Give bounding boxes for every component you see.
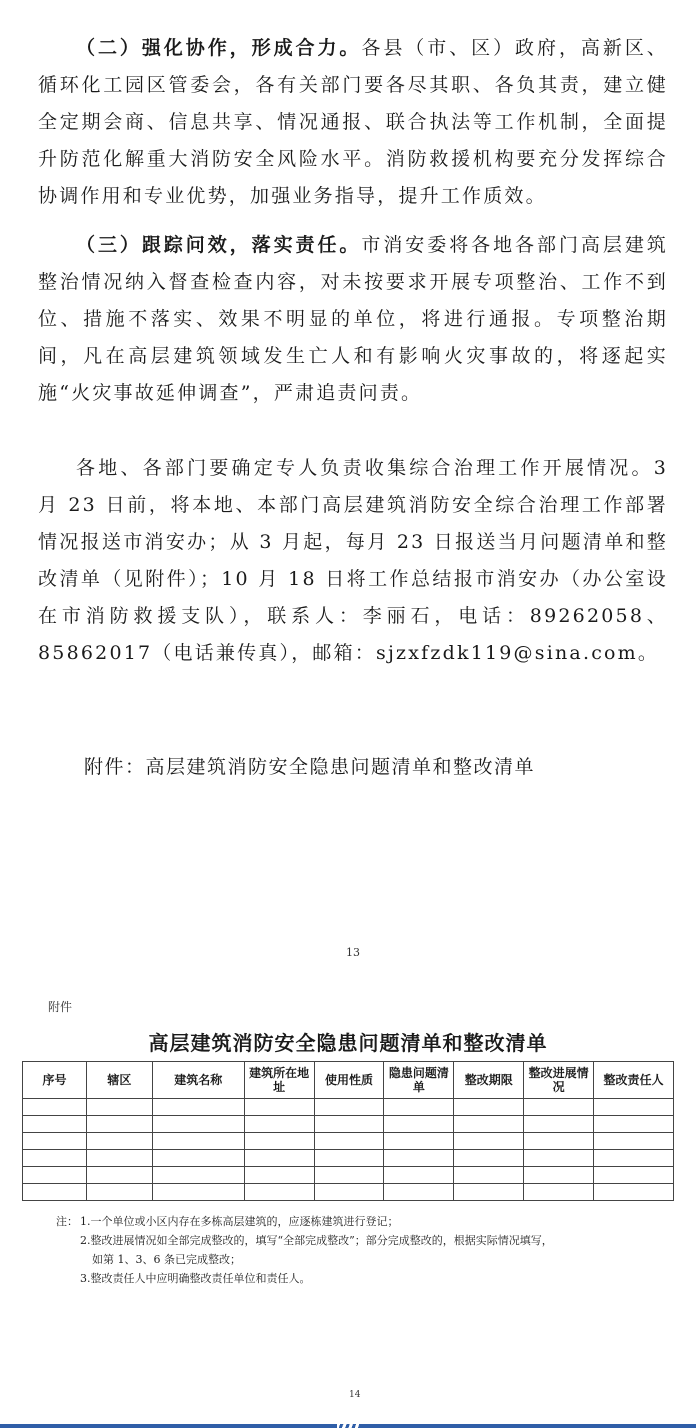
col-header-district: 辖区 — [86, 1062, 152, 1099]
paragraph-body: 市消安委将各地各部门高层建筑整治情况纳入督查检查内容，对未按要求开展专项整治、工作不到位、措施不落实、效果不明显的单位，将进行通报。专项整治期间，凡在高层建筑领域发生亡人和有影响火灾事故的，将逐起实施“火灾事故延伸调查”，严肃追责问责。 — [38, 234, 668, 404]
table-row — [23, 1167, 674, 1184]
notes-label: 注： — [56, 1215, 78, 1228]
table-row — [23, 1150, 674, 1167]
table-row — [23, 1133, 674, 1150]
paragraph-heading: （三）跟踪问效，落实责任。 — [76, 234, 362, 256]
note-item: 2.整改进展情况如全部完成整改的，填写“全部完成整改”；部分完成整改的，根据实际情况填写， — [80, 1234, 553, 1247]
note-item: 如第 1、3、6 条已完成整改； — [92, 1253, 241, 1266]
col-header-building-name: 建筑名称 — [152, 1062, 244, 1099]
col-header-responsible: 整改责任人 — [594, 1062, 674, 1099]
paragraph-body: 各县（市、区）政府，高新区、循环化工园区管委会，各有关部门要各尽其职、各负其责，建立健全定期会商、信息共享、情况通报、联合执法等工作机制，全面提升防范化解重大消防安全风险水平。消防救援机构要充分发挥综合协调作用和专业优势，加强业务指导，提升工作质效。 — [38, 37, 668, 207]
table-header-row — [23, 1062, 674, 1099]
col-header-progress: 整改进展情况 — [524, 1062, 594, 1099]
col-header-address: 建筑所在地址 — [244, 1062, 314, 1099]
document-page-14 — [0, 985, 696, 1428]
note-item: 1.一个单位或小区内存在多栋高层建筑的，应逐栋建筑进行登记； — [80, 1215, 399, 1228]
attachment-line: 附件：高层建筑消防安全隐患问题清单和整改清单 — [84, 756, 536, 778]
note-item: 3.整改责任人中应明确整改责任单位和责任人。 — [80, 1272, 311, 1285]
table-title: 高层建筑消防安全隐患问题清单和整改清单 — [148, 1031, 548, 1055]
bottom-bar-break-mark — [337, 1424, 359, 1428]
paragraph-body: 各地、各部门要确定专人负责收集综合治理工作开展情况。3 月 23 日前，将本地、本部门高层建筑消防安全综合治理工作部署情况报送市消安办；从 3 月起，每月 23 日报送当月问题清单和整改清单（见附件）；10 月 18 日将工作总结报市消安办（办公室设在市消防救援支队），联系人：李丽石，电话：89262058、85862017（电话兼传真），邮箱：sjzxfzdk119@sina.com。 — [38, 457, 668, 664]
paragraph-collaboration — [38, 30, 668, 215]
attachment-label: 附件 — [48, 1000, 73, 1014]
col-header-index: 序号 — [23, 1062, 87, 1099]
page-number: 14 — [349, 1390, 361, 1400]
page-number: 13 — [346, 946, 360, 959]
table-row — [23, 1184, 674, 1201]
table-notes — [56, 1212, 666, 1288]
table-row — [23, 1116, 674, 1133]
col-header-hazards: 隐患问题清单 — [384, 1062, 454, 1099]
paragraph-accountability — [38, 227, 668, 412]
hazard-rectification-table — [22, 1061, 674, 1201]
col-header-usage: 使用性质 — [314, 1062, 384, 1099]
col-header-deadline: 整改期限 — [454, 1062, 524, 1099]
paragraph-reporting — [38, 450, 668, 672]
table-row — [23, 1099, 674, 1116]
paragraph-heading: （二）强化协作，形成合力。 — [76, 37, 362, 59]
